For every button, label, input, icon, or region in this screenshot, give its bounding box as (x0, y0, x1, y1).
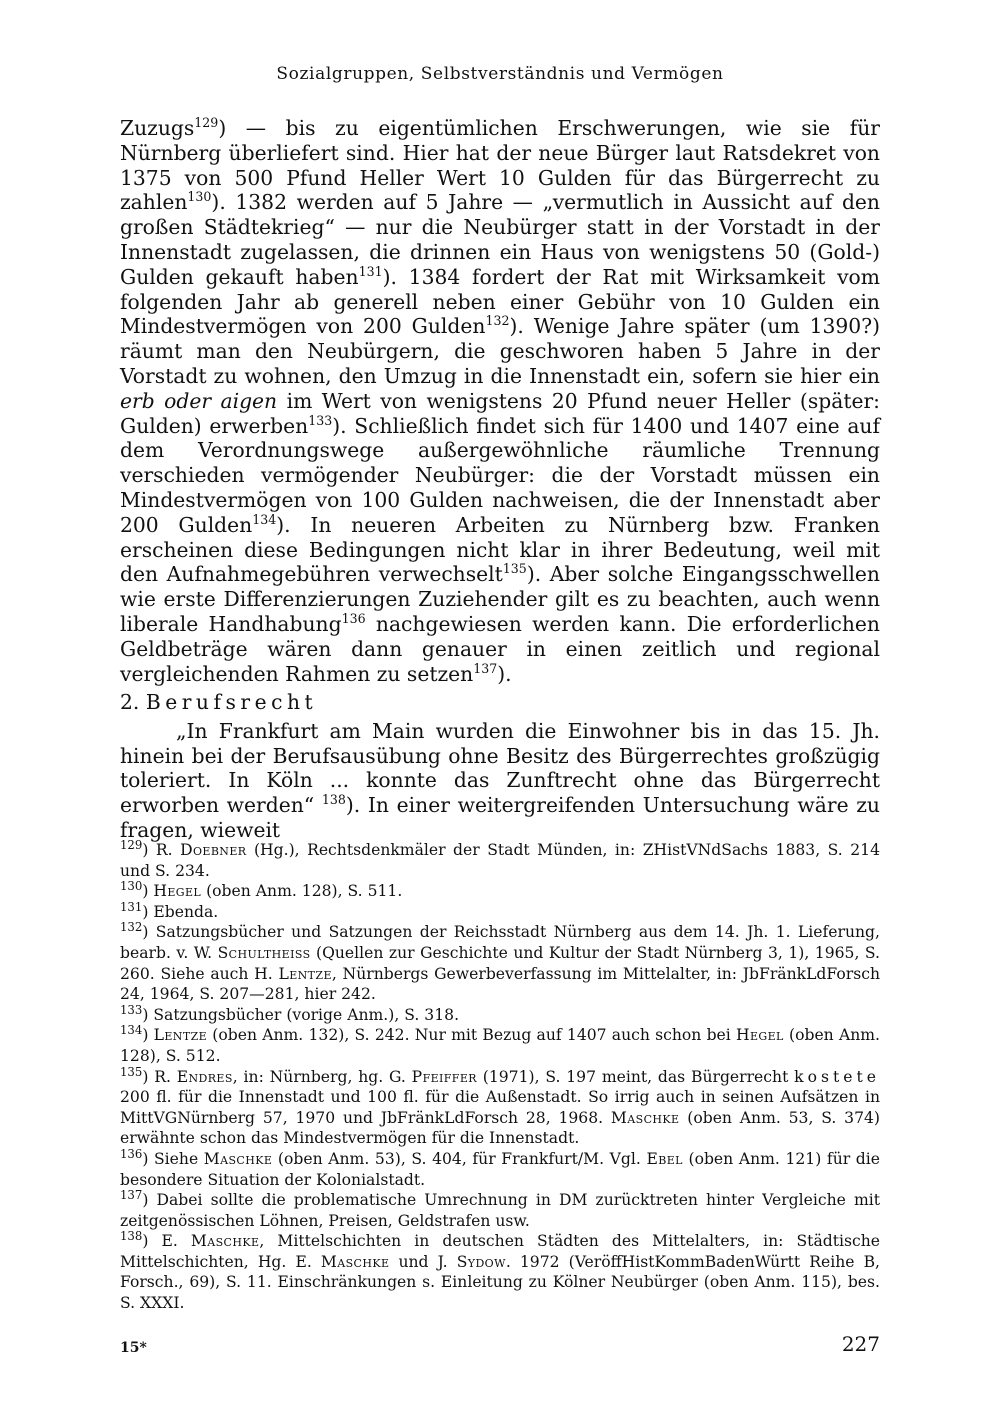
author-name: Maschke (320, 1252, 390, 1271)
author-name: Pfeiffer (411, 1067, 477, 1086)
text-run: ) Ebenda. (142, 902, 219, 921)
sheet-signature: 15* (120, 1340, 147, 1356)
author-name: Maschke (203, 1149, 273, 1168)
text-run: (oben Anm. 53, S. 374) erwähnte schon das Mindestvermögen für die Innenstadt. (120, 1108, 880, 1148)
author-name: Endres (176, 1067, 233, 1086)
author-name: Ebel (646, 1149, 683, 1168)
page-number: 227 (841, 1332, 880, 1356)
author-name: Lentze (153, 1026, 208, 1045)
footnote-ref-130: 130 (187, 189, 212, 205)
footnote-number: 131 (120, 899, 143, 914)
footnote-ref-131: 131 (358, 264, 383, 280)
footnote-ref-133: 133 (308, 412, 333, 428)
text-run: ). (497, 661, 512, 686)
text-run: Zuzugs (120, 116, 195, 140)
text-run: ). In einer weitergreifenden Untersuchung wäre zu fragen, wieweit (120, 793, 880, 842)
text-run: 200 fl. für die Innenstadt und 100 fl. für die Außenstadt. So irrig auch in seinen Aufsätzen in MittVGNürnberg 57, 1970 und JbFränkLdForsch 28, 1968. (120, 1088, 880, 1127)
text-run: ). 1382 werden auf 5 Jahre — „vermutlich in Aussicht auf den großen Städtekrieg“ — nur die Neubürger statt in der Vorstadt in der Innenstadt zugelassen, die drinnen ein Haus von wenigstens 50 (Gold-) Gulden gekauft haben (120, 190, 880, 289)
author-name: Maschke (610, 1108, 680, 1127)
text-run: ) Satzungsbücher (vorige Anm.), S. 318. (142, 1005, 460, 1024)
text-run: ). In neueren Arbeiten zu Nürnberg bzw. Franken erscheinen diese Bedingungen nicht klar in ihrer Bedeutung, weil mit den Aufnahmegebühren verwechselt (120, 512, 880, 587)
footnote-number: 134 (120, 1023, 143, 1038)
author-name: Maschke (190, 1232, 260, 1251)
text-run: ). Schließlich findet sich für 1400 und 1407 eine auf dem Verordnungswege außergewöhnliche räumliche Trennung verschieden vermögender Neubürger: die der Vorstadt müssen ein Mindestvermögen von 100 Gulden nachweisen, die der Innenstadt aber 200 Gulden (120, 413, 880, 537)
section-paragraph (120, 719, 880, 843)
text-run: und J. (389, 1252, 457, 1271)
footnote-number: 130 (120, 879, 143, 893)
footnote-ref-132: 132 (485, 313, 510, 329)
text-run: ) Siehe (142, 1149, 204, 1168)
footnote-138 (120, 1231, 880, 1313)
section-title: Berufsrecht (145, 690, 318, 714)
footnote-number: 137 (120, 1187, 143, 1202)
footnote-number: 135 (120, 1064, 143, 1079)
paragraph-1 (120, 116, 880, 686)
footnote-132 (120, 922, 880, 1004)
text-run: ) R. (142, 841, 181, 859)
author-name: Doebner (180, 841, 247, 859)
footnote-130 (120, 881, 880, 902)
footnote-number: 132 (120, 920, 143, 935)
footnote-136 (120, 1146, 880, 1190)
footnote-133 (120, 1002, 880, 1026)
footnote-135 (120, 1064, 880, 1149)
text-run: ) R. (142, 1067, 177, 1086)
section-heading (120, 690, 880, 715)
text-run: ) — bis zu eigentümlichen Erschwerungen, wie sie für Nürnberg überliefert sind. Hier hat der neue Bürger laut Ratsdekret von 1375 von 500 Pfund Heller Wert 10 Gulden für das Bürgerrecht zu zahlen (120, 116, 880, 215)
text-run: ) (142, 1026, 154, 1045)
text-run: im Wert von wenigstens 20 Pfund neuer Heller (später: Gulden) erwerben (120, 388, 880, 438)
text-run: (1971), S. 197 meint, das Bürgerrecht (476, 1067, 795, 1086)
footnotes (120, 837, 880, 1314)
text-run: ). 1384 fordert der Rat mit Wirksamkeit vom folgenden Jahr ab generell neben einer Gebühr von 10 Gulden ein Mindestvermögen von 200 Gulden (120, 264, 880, 339)
text-run: (oben Anm. 132), S. 242. Nur mit Bezug auf 1407 auch schon bei (207, 1026, 736, 1045)
text-run: (oben Anm. 121) für die besondere Situation der Kolonialstadt. (120, 1149, 880, 1189)
main-paragraph (120, 116, 880, 686)
author-name: Lentze (278, 964, 332, 983)
text-run: ) (142, 882, 154, 901)
footnote-number: 133 (120, 1002, 143, 1017)
text-run: „In Frankfurt am Main wurden die Einwohner bis in das 15. Jh. hinein bei der Berufsausübung ohne Besitz des Bürgerrechtes großzügig toleriert. In Köln ... konnte das Zunftrecht ohne das Bürgerrecht erworben werden“ (120, 718, 880, 818)
footnote-131 (120, 899, 880, 923)
footnote-ref-136: 136 (341, 611, 366, 627)
footnote-ref-129: 129 (194, 115, 219, 131)
text-run: (oben Anm. 53), S. 404, für Frankfurt/M. Vgl. (272, 1149, 647, 1168)
footnote-number: 138 (120, 1229, 143, 1244)
emphasized-word: kostete (794, 1067, 880, 1086)
footnote-ref-137: 137 (473, 660, 498, 676)
text-run: , Nürnbergs Gewerbeverfassung im Mittelalter, in: JbFränkLdForsch 24, 1964, S. 207—281, hier 242. (120, 964, 880, 1004)
text-run: ). Aber solche Eingangsschwellen wie erste Differenzierungen Zuziehender gilt es zu beachten, auch wenn liberale Handhabung (120, 562, 880, 636)
text-run: , Mittelschichten in deutschen Städten des Mittelalters, in: Städtische Mittelschichten, Hg. E. (120, 1232, 880, 1271)
author-name: Hegel (736, 1026, 784, 1045)
text-run: ). Wenige Jahre später (um 1390?) räumt man den Neubürgern, die geschworen haben 5 Jahre in der Vorstadt zu wohnen, den Umzug in die Innenstadt ein, sofern sie hier ein (120, 314, 880, 388)
author-name: Hegel (153, 882, 202, 901)
italic-quote: erb oder aigen (120, 388, 278, 413)
author-name: Schultheiss (217, 943, 311, 962)
footnote-number: 129 (120, 837, 143, 852)
section-number: 2. (120, 690, 140, 714)
footnote-number: 136 (120, 1146, 143, 1161)
text-run: , in: Nürnberg, hg. G. (232, 1067, 412, 1086)
author-name: Sydow (456, 1252, 506, 1271)
text-run: (Hg.), Rechtsdenkmäler der Stadt Münden, in: ZHistVNdSachs 1883, S. 214 und S. 234. (120, 841, 880, 880)
footnote-ref-138: 138 (321, 792, 346, 808)
footnote-129 (120, 837, 880, 881)
footnote-ref-134: 134 (252, 511, 277, 527)
footnote-134 (120, 1025, 880, 1066)
text-run: (oben Anm. 128), S. 511. (201, 882, 403, 901)
footnote-ref-135: 135 (502, 561, 527, 577)
text-run: (Quellen zur Geschichte und Kultur der Stadt Nürnberg 3, 1), 1965, S. 260. Siehe auch H. (120, 943, 880, 983)
footnote-137 (120, 1187, 880, 1231)
text-run: ) Satzungsbücher und Satzungen der Reichsstadt Nürnberg aus dem 14. Jh. 1. Lieferung, bearb. v. W. (120, 923, 880, 962)
text-run: (oben Anm. 128), S. 512. (120, 1026, 880, 1065)
text-run: ) E. (142, 1232, 191, 1251)
running-head: Sozialgruppen, Selbstverständnis und Vermögen (276, 64, 724, 84)
section-berufsrecht (120, 690, 880, 843)
text-run: ) Dabei sollte die problematische Umrechnung in DM zurücktreten hinter Vergleiche mit zeitgenössischen Löhnen, Preisen, Geldstrafen usw. (120, 1191, 880, 1230)
text-run: . 1972 (VeröffHistKommBadenWürtt Reihe B, Forsch., 69), S. 11. Einschränkungen s. Einleitung zu Kölner Neubürger (oben Anm. 115), bes. S. XXXI. (120, 1252, 880, 1313)
text-run: nachgewiesen werden kann. Die erforderlichen Geldbeträge wären dann genauer in einen zeitlich und regional vergleichenden Rahmen zu setzen (120, 611, 880, 686)
